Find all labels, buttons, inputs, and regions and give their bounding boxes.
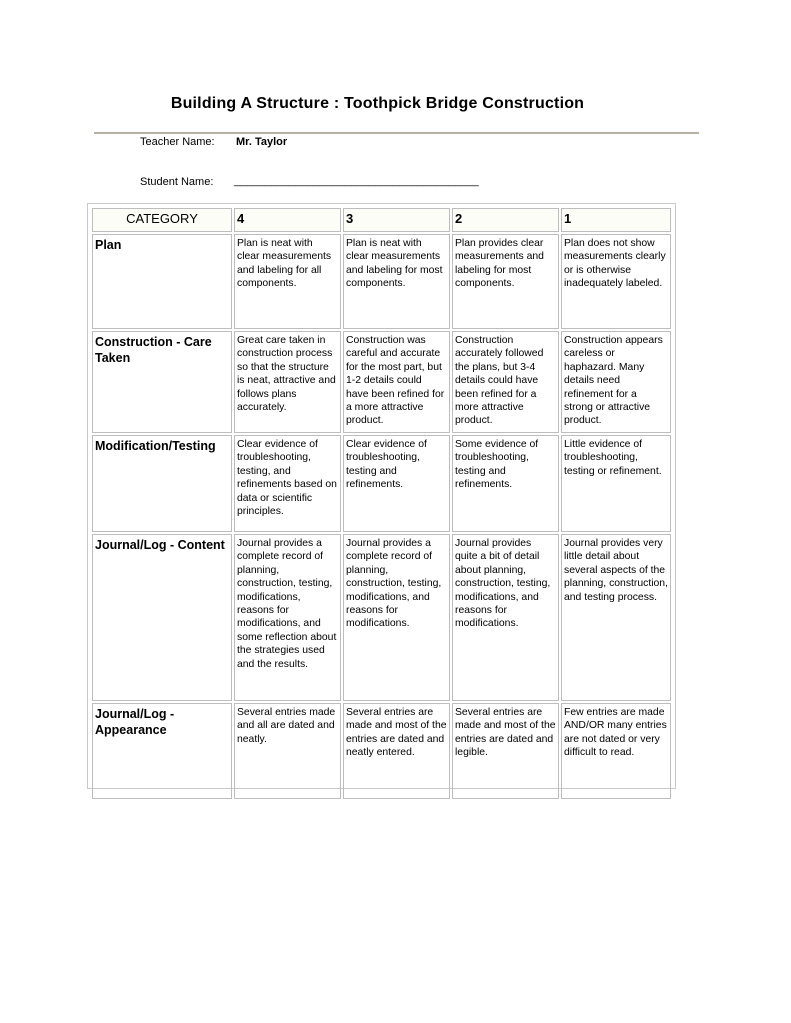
rubric-row-journal-content — [92, 534, 671, 701]
student-name-field: ________________________________________ — [234, 175, 479, 187]
criteria-cell-1: Journal provides very little detail about several aspects of the planning, construction, and testing process. — [561, 534, 671, 701]
criteria-cell-4: Clear evidence of troubleshooting, testing, and refinements based on data or scientific principles. — [234, 435, 341, 532]
teacher-name-value: Mr. Taylor — [236, 136, 288, 148]
criteria-cell-1: Little evidence of troubleshooting, testing or refinement. — [561, 435, 671, 532]
criteria-cell-3: Construction was careful and accurate for the most part, but 1-2 details could have been refined for a more attractive product. — [343, 331, 450, 433]
category-cell: Journal/Log - Content — [92, 534, 232, 701]
criteria-cell-2: Plan provides clear measurements and labeling for most components. — [452, 234, 559, 329]
criteria-cell-4: Plan is neat with clear measurements and labeling for all components. — [234, 234, 341, 329]
category-cell: Construction - Care Taken — [92, 331, 232, 433]
criteria-cell-2: Some evidence of troubleshooting, testing and refinements. — [452, 435, 559, 532]
category-cell: Modification/Testing — [92, 435, 232, 532]
header-score-3: 3 — [343, 208, 450, 232]
rubric-row-journal-appearance — [92, 703, 671, 799]
criteria-cell-4: Great care taken in construction process so that the structure is neat, attractive and follows plans accurately. — [234, 331, 341, 433]
rubric-table — [90, 206, 673, 801]
criteria-cell-4: Several entries made and all are dated and neatly. — [234, 703, 341, 799]
header-category: CATEGORY — [92, 208, 232, 232]
criteria-cell-3: Several entries are made and most of the entries are dated and neatly entered. — [343, 703, 450, 799]
criteria-cell-2: Several entries are made and most of the entries are dated and legible. — [452, 703, 559, 799]
teacher-name-label: Teacher Name: — [140, 136, 215, 148]
document-title: Building A Structure : Toothpick Bridge Construction — [170, 95, 585, 112]
criteria-cell-2: Construction accurately followed the plans, but 3-4 details could have been refined for a more attractive product. — [452, 331, 559, 433]
header-score-1: 1 — [561, 208, 671, 232]
criteria-cell-1: Construction appears careless or haphazard. Many details need refinement for a strong or attractive product. — [561, 331, 671, 433]
criteria-cell-3: Clear evidence of troubleshooting, testing and refinements. — [343, 435, 450, 532]
rubric-table-frame — [87, 203, 676, 789]
category-cell: Journal/Log - Appearance — [92, 703, 232, 799]
criteria-cell-4: Journal provides a complete record of planning, construction, testing, modifications, reasons for modifications, and some reflection about the strategies used and the results. — [234, 534, 341, 701]
header-score-2: 2 — [452, 208, 559, 232]
category-cell: Plan — [92, 234, 232, 329]
criteria-cell-1: Few entries are made AND/OR many entries are not dated or very difficult to read. — [561, 703, 671, 799]
rubric-row-plan — [92, 234, 671, 329]
header-score-4: 4 — [234, 208, 341, 232]
criteria-cell-3: Journal provides a complete record of planning, construction, testing, modifications, and reasons for modifications. — [343, 534, 450, 701]
rubric-header-row — [92, 208, 671, 232]
criteria-cell-2: Journal provides quite a bit of detail about planning, construction, testing, modifications, and reasons for modifications. — [452, 534, 559, 701]
student-name-label: Student Name: — [140, 176, 214, 188]
criteria-cell-3: Plan is neat with clear measurements and labeling for most components. — [343, 234, 450, 329]
title-divider — [94, 132, 699, 134]
criteria-cell-1: Plan does not show measurements clearly or is otherwise inadequately labeled. — [561, 234, 671, 329]
rubric-row-modification — [92, 435, 671, 532]
rubric-row-construction — [92, 331, 671, 433]
